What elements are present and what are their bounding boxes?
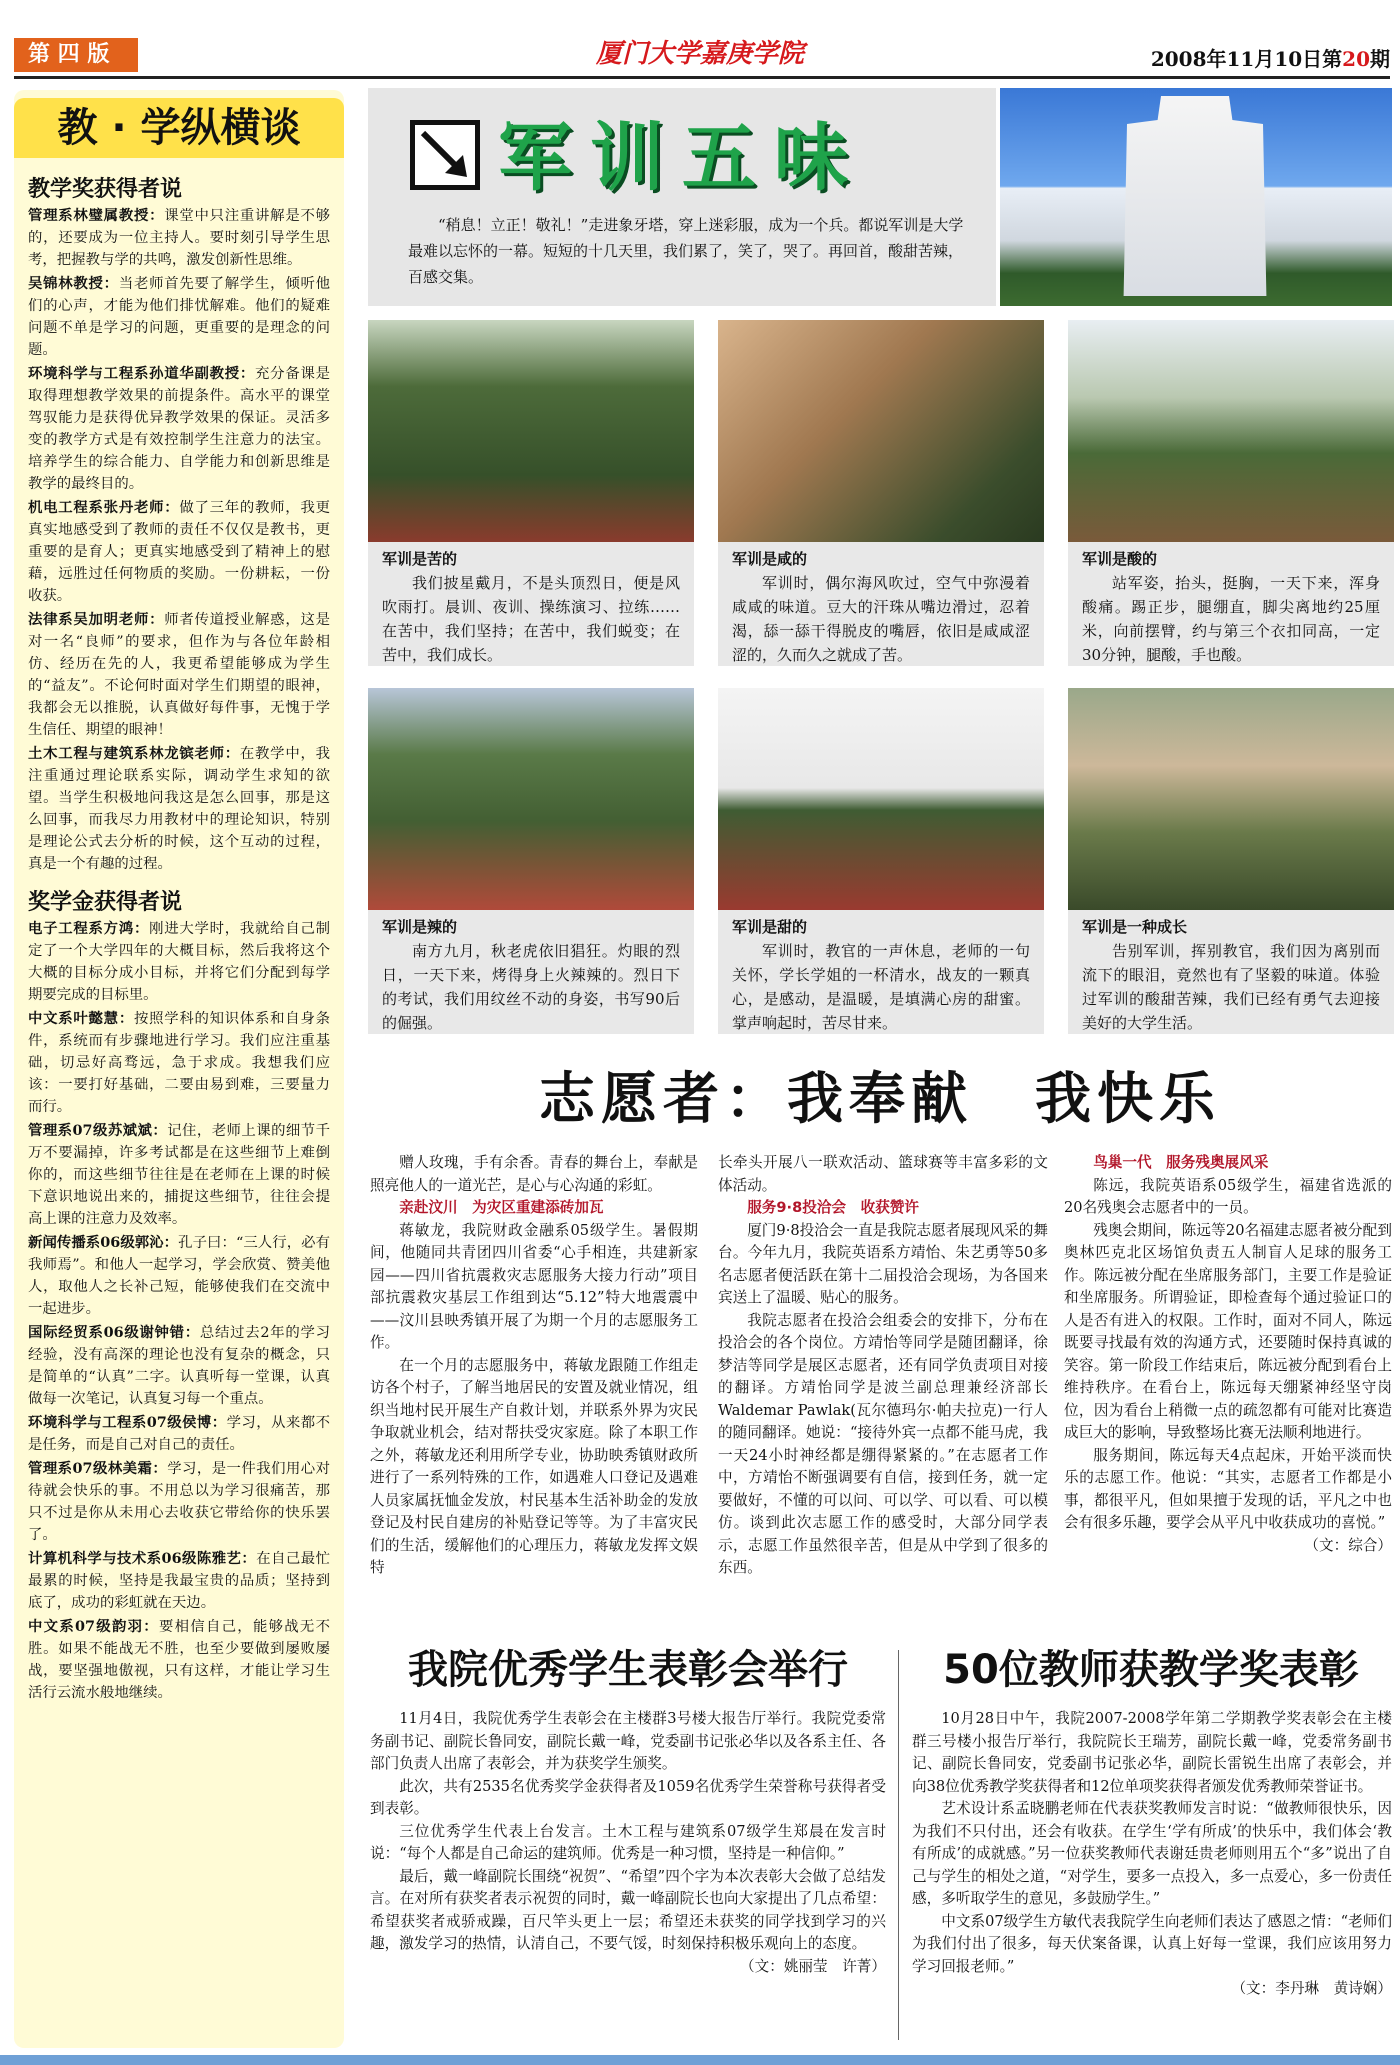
- section-title-teaching-award: 教学奖获得者说: [28, 177, 183, 202]
- quote-text: 刚进大学时，我就给自己制定了一个大学四年的大概目标，然后我将这个大概的目标分成小目标，并将它们分配到每学期要完成的目标里。: [28, 921, 330, 1003]
- quote-item: [28, 609, 330, 741]
- quote-text: 学习，是一件我们用心对待就会快乐的事。不用总以为学习很痛苦，那只不过是你从未用心去收获它带给你的快乐罢了。: [28, 1461, 330, 1543]
- volunteer-col-2: [718, 1152, 1048, 1580]
- quote-speaker: 法律系吴加明老师：: [28, 611, 165, 628]
- caption-text: 我们披星戴月，不是头顶烈日，便是风吹雨打。晨训、夜训、操练演习、拉练……在苦中，我们坚持；在苦中，我们蜕变；在苦中，我们成长。: [382, 574, 680, 664]
- header-rule: [14, 76, 1390, 79]
- teacher-award-article: [912, 1708, 1392, 2001]
- caption-text: 站军姿，抬头，挺胸，一天下来，浑身酸痛。踢正步，腿绷直，脚尖离地约25厘米，向前摆臂，约与第三个衣扣同高，一定30分钟，腿酸，手也酸。: [1082, 574, 1380, 664]
- student-award-title: 我院优秀学生表彰会举行: [408, 1647, 848, 1693]
- quote-speaker: 吴锦林教授：: [28, 275, 119, 292]
- quote-text: 孔子曰：“三人行，必有我师焉”。和他人一起学习，学会欣赏、赞美他人，取他人之长补己短，能够使我们在交流中一起进步。: [28, 1235, 330, 1317]
- quote-speaker: 环境科学与工程系07级侯博：: [28, 1414, 227, 1431]
- quote-text: 在教学中，我注重通过理论联系实际，调动学生求知的欲望。当学生积极地问我这是怎么回事，那是这么回事，而我尽力用教材中的理论知识，特别是理论公式去分析的时候，这个互动的过程，真是一个有趣的过程。: [28, 746, 330, 872]
- paragraph: 赠人玫瑰，手有余香。青春的舞台上，奉献是照亮他人的一道光芒，是心与心沟通的彩虹。: [370, 1154, 698, 1194]
- subheading: 亲赴汶川 为灾区重建添砖加瓦: [399, 1199, 604, 1216]
- building-shape: [1110, 96, 1280, 296]
- quote-speaker: 管理系林璧属教授：: [28, 207, 165, 224]
- student-award-article: [370, 1708, 886, 1978]
- quote-speaker: 管理系07级苏斌斌：: [28, 1122, 168, 1139]
- paragraph: 我院志愿者在投洽会组委会的安排下，分布在投洽会的各个岗位。方靖怡等同学是随团翻译，徐梦洁等同学是展区志愿者，还有同学负责项目对接的翻译。方靖怡同学是波兰副总理兼经济部长Waldemar Pawlak(瓦尔德玛尔·帕夫拉克)一行人的随同翻译。她说：“接待外宾一点都不能马虎，我一天24小时神经都是绷得紧紧的。”在志愿者工作中，方靖怡不断强调要有自信，接到任务，就一定要做好，不懂的可以问、可以学、可以看、可以模仿。谈到此次志愿工作的感受时，大部分同学表示，志愿工作虽然很辛苦，但是从中学到了很多的东西。: [718, 1311, 1048, 1576]
- quote-speaker: 环境科学与工程系孙道华副教授：: [28, 365, 256, 382]
- paragraph: 厦门9·8投洽会一直是我院志愿者展现风采的舞台。今年九月，我院英语系方靖怡、朱艺勇等50多名志愿者便活跃在第十二届投洽会现场，为各国来宾送上了温暖、贴心的服务。: [718, 1221, 1048, 1306]
- caption-title: 军训是甜的: [732, 918, 808, 936]
- quote-item: [28, 1232, 330, 1320]
- quote-text: 当老师首先要了解学生，倾听他们的心声，才能为他们排忧解难。他们的疑难问题不单是学习的问题，更重要的是理念的问题。: [28, 276, 330, 358]
- caption-text: 军训时，教官的一声休息，老师的一句关怀，学长学姐的一杯清水，战友的一颗真心，是感动，是温暖，是填满心房的甜蜜。掌声响起时，苦尽甘来。: [732, 942, 1030, 1032]
- volunteer-col-1: [370, 1152, 698, 1580]
- caption-text: 南方九月，秋老虎依旧猖狂。灼眼的烈日，一天下来，烤得身上火辣辣的。烈日下的考试，我们用纹丝不动的身姿，书写90后的倔强。: [382, 942, 680, 1032]
- date-prefix: 2008年11月10日第: [1150, 47, 1343, 71]
- left-column: [14, 90, 344, 2048]
- quote-speaker: 土木工程与建筑系林龙镔老师：: [28, 745, 240, 762]
- scholarship-list: [28, 918, 330, 1704]
- volunteer-col-3: [1064, 1152, 1392, 1557]
- paragraph: 陈远，我院英语系05级学生，福建省选派的20名残奥会志愿者中的一员。: [1064, 1176, 1392, 1216]
- quote-speaker: 中文系07级韵羽：: [28, 1618, 159, 1635]
- photo-caption: [1068, 542, 1394, 666]
- paragraph: 11月4日，我院优秀学生表彰会在主楼群3号楼大报告厅举行。我院党委常务副书记、副院长鲁同安，副院长戴一峰，党委副书记张必华以及各系主任、各部门负责人出席了表彰会，并为获奖学生颁奖。: [370, 1710, 886, 1772]
- training-photo: [718, 688, 1044, 910]
- caption-title: 军训是一种成长: [1082, 918, 1188, 936]
- footer-rule: [0, 2055, 1400, 2065]
- paragraph: 服务期间，陈远每天4点起床，开始平淡而快乐的志愿工作。他说：“其实，志愿者工作都是小事，都很平凡，但如果擅于发现的话，平凡之中也会有很多乐趣，要学会从平凡中收获成功的喜悦。”: [1064, 1446, 1392, 1531]
- quote-speaker: 中文系叶懿慧：: [28, 1010, 134, 1027]
- quote-item: [28, 273, 330, 361]
- paragraph: 三位优秀学生代表上台发言。土木工程与建筑系07级学生郑晨在发言时说：“每个人都是自己命运的建筑师。优秀是一种习惯，坚持是一种信仰。”: [370, 1822, 886, 1862]
- quote-speaker: 管理系07级林美霜：: [28, 1460, 168, 1477]
- quote-text: 师者传道授业解惑，这是对一名“良师”的要求，但作为与各位年龄相仿、经历在先的人，我更希望能够成为学生的“益友”。不论何时面对学生们期望的眼神，我都会无以推脱，认真做好每件事，无愧于学生信任、期望的眼神！: [28, 612, 330, 738]
- arrow-icon: [410, 120, 480, 190]
- quote-item: [28, 497, 330, 607]
- quote-text: 记住，老师上课的细节千万不要漏掉，许多考试都是在这些细节上难倒你的，而这些细节往往是在老师在上课的时候下意识地说出来的，捕捉这些细节，往往会提高上课的注意力及效率。: [28, 1123, 330, 1227]
- left-column-title: 教 · 学纵横谈: [14, 98, 344, 158]
- paragraph: 残奥会期间，陈远等20名福建志愿者被分配到奥林匹克北区场馆负责五人制盲人足球的服务工作。陈远被分配在坐席服务部门，主要工作是验证和坐席服务。所谓验证，即检查每个通过验证口的人是否有进入的权限。工作时，面对不同人，陈远既要寻找最有效的沟通方式，还要随时保持真诚的笑容。第一阶段工作结束后，陈远被分配到看台上维持秩序。在看台上，陈远每天绷紧神经坚守岗位，因为看台上稍微一点的疏忽都有可能对比赛造成巨大的影响，导致整场比赛无法顺利地进行。: [1064, 1221, 1392, 1441]
- quote-text: 充分备课是取得理想教学效果的前提条件。高水平的课堂驾驭能力是获得优异教学效果的保证。灵活多变的教学方式是有效控制学生注意力的法宝。培养学生的综合能力、自学能力和创新思维是教学的最终目的。: [28, 366, 330, 492]
- quote-item: [28, 743, 330, 875]
- quote-item: [28, 1120, 330, 1230]
- quote-text: 要相信自己，能够战无不胜。如果不能战无不胜，也至少要做到屡败屡战，要坚强地傲视，只有这样，才能让学习生活行云流水般地继续。: [28, 1619, 330, 1701]
- caption-title: 军训是苦的: [382, 550, 458, 568]
- teaching-award-list: [28, 205, 330, 875]
- teacher-award-title: 50位教师获教学奖表彰: [943, 1647, 1359, 1693]
- caption-text: 军训时，偶尔海风吹过，空气中弥漫着咸咸的味道。豆大的汗珠从嘴边滑过，忍着渴，舔一舔干得脱皮的嘴唇，依旧是咸咸涩涩的，久而久之就成了苦。: [732, 574, 1030, 664]
- paragraph: 长牵头开展八一联欢活动、篮球赛等丰富多彩的文体活动。: [718, 1154, 1048, 1194]
- paragraph: 10月28日中午，我院2007-2008学年第二学期教学奖表彰会在主楼群三号楼小报告厅举行，我院院长王瑞芳，副院长戴一峰，党委常务副书记、副院长鲁同安，党委副书记张必华，副院长雷锐生出席了表彰会，并向38位优秀教学奖获得者和12位单项奖获得者颁发优秀教师荣誉证书。: [912, 1710, 1392, 1795]
- training-photo: [368, 320, 694, 542]
- quote-item: [28, 1548, 330, 1614]
- paragraph: 最后，戴一峰副院长围绕“祝贺”、“希望”四个字为本次表彰大会做了总结发言。在对所有获奖者表示祝贺的同时，戴一峰副院长也向大家提出了几点希望：希望获奖者戒骄戒躁，百尺竿头更上一层；希望还未获奖的同学找到学习的兴趣，激发学习的热情，认清自己，不要气馁，时刻保持积极乐观向上的态度。: [370, 1867, 886, 1952]
- quote-item: [28, 1008, 330, 1118]
- quote-speaker: 机电工程系张丹老师：: [28, 499, 180, 516]
- quote-item: [28, 918, 330, 1006]
- subheading: 鸟巢一代 服务残奥展风采: [1093, 1154, 1269, 1171]
- section-title-scholarship: 奖学金获得者说: [28, 890, 183, 915]
- byline: （文：综合）: [1304, 1536, 1392, 1554]
- quote-speaker: 电子工程系方鸿：: [28, 920, 150, 937]
- photo-caption: [368, 542, 694, 666]
- quote-item: [28, 1412, 330, 1456]
- quote-speaker: 新闻传播系06级郭沁：: [28, 1234, 179, 1251]
- issue-date: [1100, 44, 1390, 74]
- paragraph: 蒋敏龙，我院财政金融系05级学生。暑假期间，他随同共青团四川省委“心手相连，共建新家园——四川省抗震救灾志愿服务大接力行动”项目部抗震救灾基层工作组到达“5.12”特大地震震中——汶川县映秀镇开展了为期一个月的志愿服务工作。: [370, 1221, 698, 1351]
- issue-number: 20: [1342, 47, 1370, 71]
- quote-text: 总结过去2年的学习经验，没有高深的理论也没有复杂的概念，只是简单的“认真”二字。认真听每一堂课，认真做每一次笔记，认真复习每一个重点。: [28, 1325, 330, 1407]
- training-photo: [718, 320, 1044, 542]
- training-photo: [1068, 320, 1394, 542]
- issue-suffix: 期: [1370, 47, 1390, 71]
- training-photo: [1068, 688, 1394, 910]
- paragraph: 此次，共有2535名优秀奖学金获得者及1059名优秀学生荣誉称号获得者受到表彰。: [370, 1777, 886, 1817]
- volunteer-title: 志愿者：我奉献 我快乐: [539, 1067, 1221, 1132]
- page-badge: 第 四 版: [14, 38, 138, 72]
- caption-title: 军训是辣的: [382, 918, 458, 936]
- byline: （文：李丹琳 黄诗娴）: [1231, 1980, 1392, 1997]
- subheading: 服务9·8投洽会 收获赞许: [747, 1199, 919, 1216]
- quote-speaker: 国际经贸系06级谢钟错：: [28, 1324, 200, 1341]
- quote-item: [28, 1616, 330, 1704]
- paragraph: 在一个月的志愿服务中，蒋敏龙跟随工作组走访各个村子，了解当地居民的安置及就业情况，组织当地村民开展生产自救计划，并联系外界为灾民争取就业机会，结对帮扶受灾家庭。除了本职工作之外，蒋敏龙还利用所学专业，协助映秀镇财政所进行了一系列特殊的工作，如遇难人口登记及遇难人员家属抚恤金发放，村民基本生活补助金的发放登记及村民自建房的补贴登记等等。为了丰富灾民们的生活，缓解他们的心理压力，蒋敏龙发挥文娱特: [370, 1356, 698, 1576]
- quote-item: [28, 1322, 330, 1410]
- paragraph: 艺术设计系孟晓鹏老师在代表获奖教师发言时说：“做教师很快乐，因为我们不只付出，还会有收获。在学生‘学有所成’的快乐中，我们体会‘教有所成’的成就感。”另一位获奖教师代表谢廷贵老师则用五个“多”说出了自己与学生的相处之道，“对学生，要多一点投入，多一点爱心，多一份责任感，多听取学生的意见，多鼓励学生。”: [912, 1800, 1392, 1907]
- quote-text: 做了三年的教师，我更真实地感受到了教师的责任不仅仅是教书，更重要的是育人；更真实地感受到了精神上的慰藉，远胜过任何物质的奖励。一份耕耘，一份收获。: [28, 500, 330, 604]
- quote-item: [28, 205, 330, 271]
- column-divider: [898, 1650, 899, 2040]
- quote-speaker: 计算机科学与技术系06级陈雅艺：: [28, 1550, 257, 1567]
- quote-item: [28, 363, 330, 495]
- photo-caption: [368, 910, 694, 1034]
- caption-text: 告别军训，挥别教官，我们因为离别而流下的眼泪，竟然也有了坚毅的味道。体验过军训的酸甜苦辣，我们已经有勇气去迎接美好的大学生活。: [1082, 942, 1380, 1032]
- feature-intro: “稍息！立正！敬礼！”走进象牙塔，穿上迷彩服，成为一个兵。都说军训是大学最难以忘怀的一幕。短短的十几天里，我们累了，笑了，哭了。再回首，酸甜苦辣，百感交集。: [408, 216, 964, 286]
- training-photo: [368, 688, 694, 910]
- photo-caption: [718, 910, 1044, 1034]
- quote-text: 课堂中只注重讲解是不够的，还要成为一位主持人。要时刻引导学生思考，把握教与学的共鸣，激发创新性思维。: [28, 208, 330, 268]
- caption-title: 军训是咸的: [732, 550, 808, 568]
- caption-title: 军训是酸的: [1082, 550, 1158, 568]
- quote-text: 在自己最忙最累的时候，坚持是我最宝贵的品质；坚持到底了，成功的彩虹就在天边。: [28, 1551, 330, 1611]
- byline: （文：姚丽莹 许菁）: [740, 1957, 886, 1975]
- feature-title: 军训五味: [498, 115, 866, 201]
- photo-caption: [718, 542, 1044, 666]
- quote-text: 学习，从来都不是任务，而是自己对自己的责任。: [28, 1415, 330, 1453]
- paragraph: 中文系07级学生方敏代表我院学生向老师们表达了感恩之情：“老师们为我们付出了很多，每天伏案备课，认真上好每一堂课，我们应该用努力学习回报老师。”: [912, 1912, 1392, 1975]
- left-column-body: [28, 166, 330, 1706]
- quote-item: [28, 1458, 330, 1546]
- school-name: 厦门大学嘉庚学院: [595, 39, 804, 69]
- photo-caption: [1068, 910, 1394, 1034]
- quote-text: 按照学科的知识体系和自身条件，系统而有步骤地进行学习。我们应注重基础，切忌好高骛远，急于求成。我想我们应该：一要打好基础，二要由易到难，三要量力而行。: [28, 1011, 330, 1115]
